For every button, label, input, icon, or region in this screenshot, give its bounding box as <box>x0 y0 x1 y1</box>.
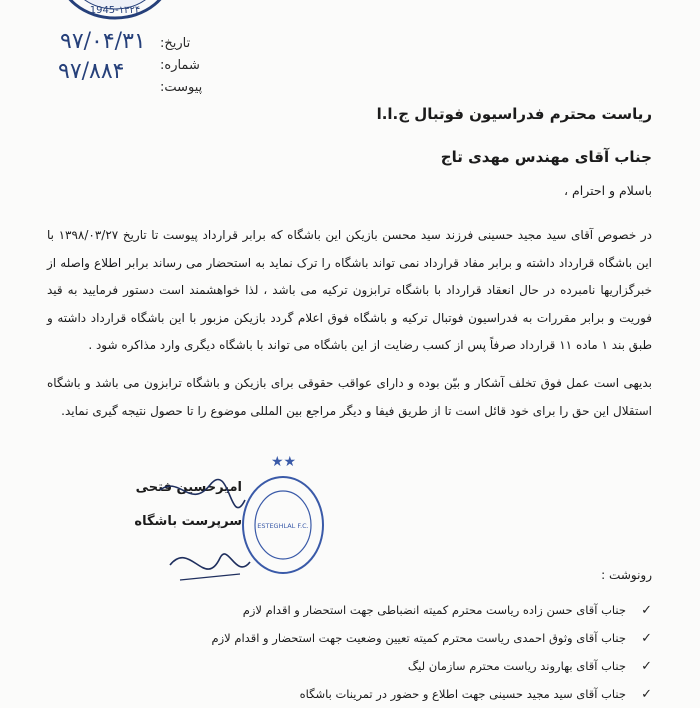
recipient-line-2: جناب آقای مهندس مهدی تاج <box>440 148 652 166</box>
body-paragraph-1: در خصوص آقای سید مجید حسینی فرزند سید محسن بازیکن این باشگاه که برابر قرارداد پیوست تا تاریخ ۱۳۹۸/۰۳/۲۷ با این باشگاه قرارداد داشته و برابر مفاد قرارداد نمی تواند باشگاه را ترک نماید به استحضار می رساند برابر اطلاع واصله از خبرگزاریها نامبرده در حال انعقاد قرارداد با باشگاه ترابزون ترکیه می باشد ، لذا خواهشمند است دستور فرمایید به قید فوریت و برابر مقررات به فدراسیون فوتبال ترکیه و باشگاه فوق اعلام گردد بازیکن مزبور با این باشگاه قرارداد داشته و طبق بند ۱ ماده ۱۱ قرارداد صرفاً پس از کسب رضایت از این باشگاه می تواند با باشگاه دیگری وارد مذاکره شود . <box>47 228 652 352</box>
date-value: ۹۷/۰۴/۳۱ <box>60 29 146 54</box>
svg-text:★★: ★★ <box>271 454 297 470</box>
copies-heading: رونوشت : <box>601 568 652 582</box>
stamp-text: ESTEGHLAL F.C. <box>257 522 309 530</box>
copy-item: ✓ جناب آقای وثوق احمدی ریاست محترم کمیته تعیین وضعیت جهت استحضار و اقدام لازم <box>211 630 652 646</box>
club-seal <box>55 0 175 22</box>
copy-item: ✓ جناب آقای حسن زاده ریاست محترم کمیته انضباطی جهت استحضار و اقدام لازم <box>242 602 652 618</box>
seal-year: 1945-۱۳۲۴ <box>89 5 141 16</box>
recipient-line-1: ریاست محترم فدراسیون فوتبال ج.ا.ا <box>376 105 652 123</box>
handwritten-signature <box>150 470 260 610</box>
greeting: باسلام و احترام ، <box>563 183 652 198</box>
copies-list <box>52 596 652 708</box>
signer-name: امیرحسین فتحی <box>135 480 242 495</box>
check-icon: ✓ <box>641 602 652 618</box>
check-icon: ✓ <box>641 686 652 702</box>
number-value: ۹۷/۸۸۴ <box>58 59 125 84</box>
signer-title: سرپرست باشگاه <box>134 514 242 529</box>
number-label: شماره: <box>160 58 200 73</box>
copy-item: ✓ جناب آقای سید مجید حسینی جهت اطلاع و حضور در تمرینات باشگاه <box>299 686 652 702</box>
body-paragraph-2: بدیهی است عمل فوق تخلف آشکار و بیّن بوده و دارای عواقب حقوقی برای بازیکن و باشگاه ترابزون می باشد و باشگاه استقلال این حق را برای خود قائل است تا از طریق فیفا و دیگر مراجع بین المللی موضوع را تا حصول نتیجه گیری نماید. <box>47 376 652 418</box>
date-label: تاریخ: <box>160 36 191 51</box>
check-icon: ✓ <box>641 658 652 674</box>
check-icon: ✓ <box>641 630 652 646</box>
attachment-label: پیوست: <box>160 80 203 95</box>
copy-item: ✓ جناب آقای بهاروند ریاست محترم سازمان لیگ <box>407 658 652 674</box>
